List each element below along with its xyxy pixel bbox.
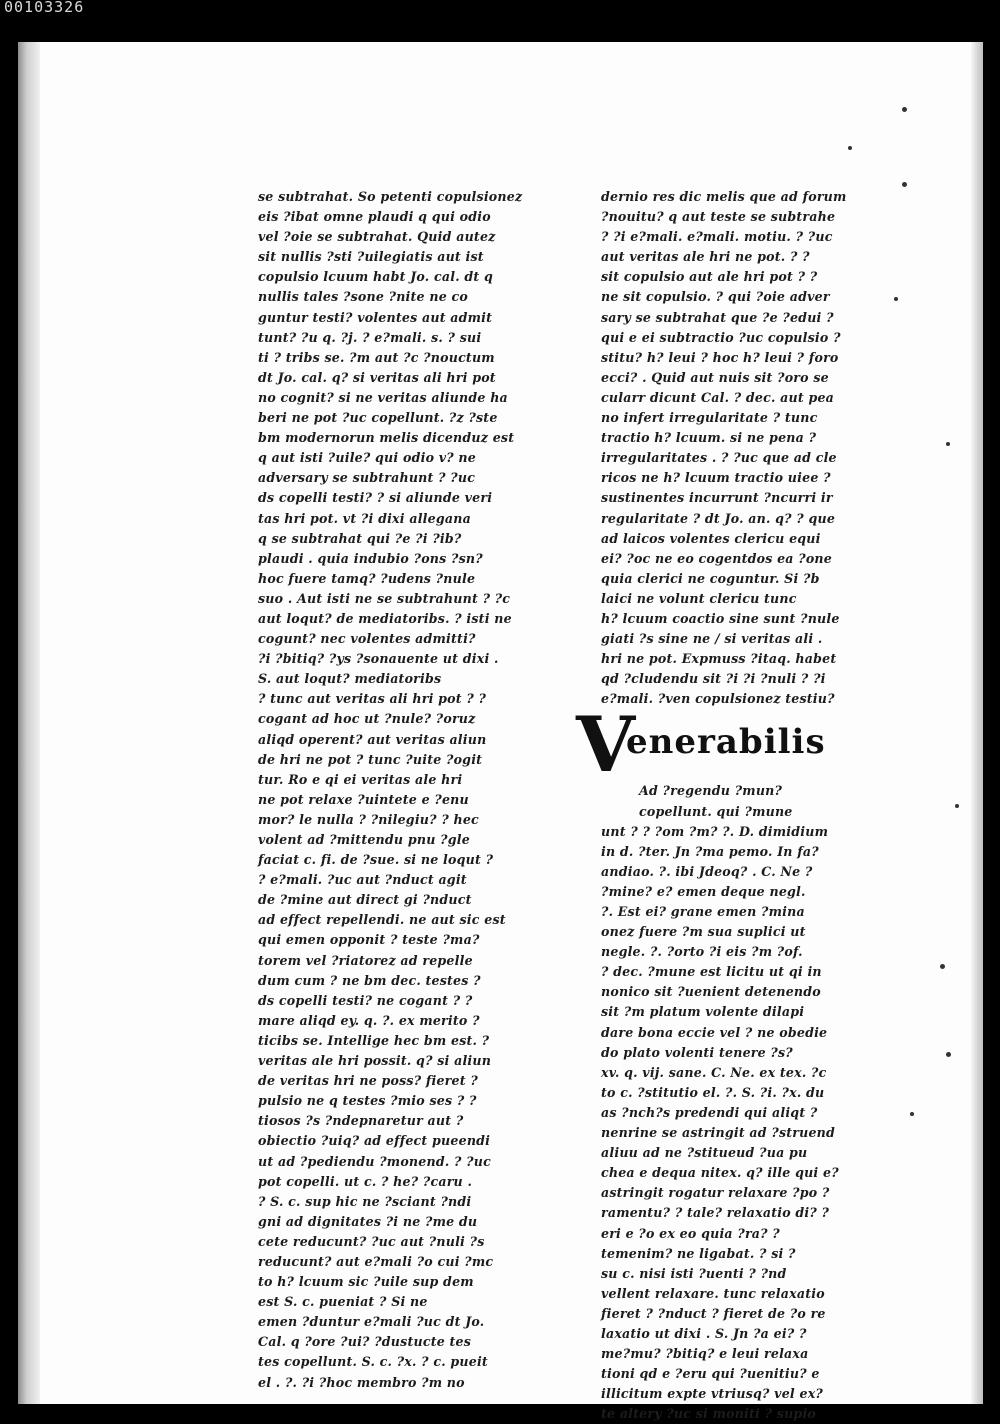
text-line: te altery ?uc si moniti ? supio <box>601 1406 817 1422</box>
text-line: copulsio lcuum habt Jo. cal. dt q <box>258 269 493 285</box>
text-line: andiao. ?. ibi Jdeoq? . C. Ne ? <box>601 863 813 879</box>
text-line: ti ? tribs se. ?m aut ?c ?nouctum <box>258 349 495 365</box>
text-line: ?i ?bitiq? ?ys ?sonauente ut dixi . <box>258 651 499 667</box>
text-line: ?. Est ei? grane emen ?mina <box>601 904 805 919</box>
text-line: to h? lcuum sic ?uile sup dem <box>258 1274 474 1290</box>
text-line: h? lcuum coactio sine sunt ?nule <box>601 610 840 626</box>
text-line: chea e dequa nitex. q? ille qui e? <box>601 1165 839 1181</box>
text-line: no infert irregularitate ? tunc <box>601 410 818 426</box>
text-column-right-top <box>601 187 871 709</box>
text-line: faciat c. fi. de ?sue. si ne loqut ? <box>258 852 494 868</box>
text-line: cogunt? nec volentes admitti? <box>258 631 476 647</box>
text-line: eri e ?o ex eo quia ?ra? ? <box>601 1225 780 1241</box>
text-line: ? dec. ?mune est licitu ut qi in <box>601 964 822 980</box>
text-line: ?nouitu? q aut teste se subtrahe <box>601 209 836 225</box>
text-line: e?mali. ?ven copulsionez testiu? <box>601 691 835 707</box>
text-line: aliqd operent? aut veritas aliun <box>258 731 487 747</box>
text-line: vellent relaxare. tunc relaxatio <box>601 1285 825 1301</box>
text-line: ? ?i e?mali. e?mali. motiu. ? ?uc <box>601 229 833 245</box>
ink-speck <box>894 297 898 301</box>
text-line: ei? ?oc ne eo cogentdos ea ?one <box>601 550 832 566</box>
ink-speck <box>848 146 852 150</box>
text-line: plaudi . quia indubio ?ons ?sn? <box>258 550 483 566</box>
text-line: ne pot relaxe ?uintete e ?enu <box>258 791 469 807</box>
text-line: as ?nch?s predendi qui aliqt ? <box>601 1104 818 1120</box>
text-line: aliuu ad ne ?stitueud ?ua pu <box>601 1145 808 1161</box>
text-line: ds copelli testi? ? si aliunde veri <box>258 490 493 506</box>
text-line: beri ne pot ?uc copellunt. ?z ?ste <box>258 410 498 426</box>
text-line: no cognit? si ne veritas aliunde ha <box>258 389 508 405</box>
ink-speck <box>902 107 907 112</box>
text-line: tes copellunt. S. c. ?x. ? c. pueit <box>258 1354 488 1370</box>
text-line: laici ne volunt clericu tunc <box>601 590 797 606</box>
text-line: est S. c. pueniat ? Si ne <box>258 1294 428 1310</box>
text-line: ad laicos volentes clericu equi <box>601 530 821 546</box>
text-line: hoc fuere tamq? ?udens ?nule <box>258 570 476 586</box>
text-line: de hri ne pot ? tunc ?uite ?ogit <box>258 751 483 767</box>
text-line: guntur testi? volentes aut admit <box>258 309 493 325</box>
text-line: qd ?cludendu sit ?i ?i ?nuli ? ?i <box>601 671 826 687</box>
frame-id: 00103326 <box>4 0 85 16</box>
text-line: tur. Ro e qi ei veritas ale hri <box>258 771 463 787</box>
text-line: veritas ale hri possit. q? si aliun <box>258 1053 492 1069</box>
text-line: aut loqut? de mediatoribs. ? isti ne <box>258 610 512 626</box>
text-line: S. aut loqut? mediatoribs <box>258 671 442 687</box>
text-line: eis ?ibat omne plaudi q qui odio <box>258 209 491 225</box>
text-line: unt ? ? ?om ?m? ?. D. dimidium <box>601 823 829 839</box>
text-line: sary se subtrahat que ?e ?edui ? <box>601 309 834 325</box>
decorated-initial <box>576 700 871 790</box>
text-line: adversary se subtrahunt ? ?uc <box>258 470 476 486</box>
text-line: Cal. q ?ore ?ui? ?dustucte tes <box>258 1334 472 1350</box>
ink-speck <box>955 804 959 808</box>
text-line: torem vel ?riatorez ad repelle <box>258 952 473 968</box>
text-line: giati ?s sine ne / si veritas ali . <box>601 631 823 647</box>
text-line: me?mu? ?bitiq? e leui relaxa <box>601 1346 809 1362</box>
page-gutter <box>18 42 40 1404</box>
text-line: volent ad ?mittendu pnu ?gle <box>258 832 470 847</box>
text-line: illicitum expte vtriusq? vel ex? <box>601 1386 823 1402</box>
text-line: mor? le nulla ? ?nilegiu? ? hec <box>258 811 479 827</box>
text-line: suo . Aut isti ne se subtrahunt ? ?c <box>258 590 511 606</box>
text-line: ne sit copulsio. ? qui ?oie adver <box>601 289 830 305</box>
initial-letter: V <box>576 700 635 790</box>
text-line: aut veritas ale hri ne pot. ? ? <box>601 249 810 265</box>
text-line: in d. ?ter. Jn ?ma pemo. In fa? <box>601 843 819 859</box>
text-line: quia clerici ne coguntur. Si ?b <box>601 570 820 586</box>
text-line: ut ad ?pediendu ?monend. ? ?uc <box>258 1153 491 1169</box>
text-column-right <box>576 187 871 1424</box>
text-line: pulsio ne q testes ?mio ses ? ? <box>258 1093 477 1109</box>
text-line: reducunt? aut e?mali ?o cui ?mc <box>258 1253 494 1269</box>
text-line: hri ne pot. Expmuss ?itaq. habet <box>601 651 837 667</box>
text-line: dare bona eccie vel ? ne obedie <box>601 1024 828 1040</box>
ink-speck <box>910 1112 914 1116</box>
text-line: irregularitates . ? ?uc que ad cle <box>601 450 837 466</box>
text-line: astringit rogatur relaxare ?po ? <box>601 1185 830 1201</box>
text-line: ? tunc aut veritas ali hri pot ? ? <box>258 691 487 707</box>
ink-speck <box>946 442 950 446</box>
text-line: ds copelli testi? ne cogant ? ? <box>258 992 473 1008</box>
text-line: ramentu? ? tale? relaxatio di? ? <box>601 1205 830 1221</box>
text-line: qui e ei subtractio ?uc copulsio ? <box>601 329 841 345</box>
text-line: temenim? ne ligabat. ? si ? <box>601 1245 796 1261</box>
text-line: regularitate ? dt Jo. an. q? ? que <box>601 510 836 526</box>
text-line: Ad ?regendu ?mun? <box>639 783 783 799</box>
text-line: negle. ?. ?orto ?i eis ?m ?of. <box>601 944 803 960</box>
text-line: qui emen opponit ? teste ?ma? <box>258 932 480 948</box>
ink-speck <box>902 182 907 187</box>
text-line: ?mine? e? emen deque negl. <box>601 883 806 899</box>
text-line: sit ?m platum volente dilapi <box>601 1004 805 1020</box>
text-line: q se subtrahat qui ?e ?i ?ib? <box>258 530 462 546</box>
text-line: se subtrahat. So petenti copulsionez <box>258 189 523 204</box>
text-line: emen ?duntur e?mali ?uc dt Jo. <box>258 1314 485 1330</box>
text-line: copellunt. qui ?mune <box>639 803 793 819</box>
text-line: nullis tales ?sone ?nite ne co <box>258 289 468 305</box>
text-column-right-bottom <box>601 781 871 1424</box>
ink-speck <box>946 1052 951 1057</box>
text-line: do plato volenti tenere ?s? <box>601 1044 793 1060</box>
text-column-left <box>258 187 523 1393</box>
text-line: ticibs se. Intellige hec bm est. ? <box>258 1032 490 1048</box>
text-line: gni ad dignitates ?i ne ?me du <box>258 1213 478 1229</box>
text-line: tioni qd e ?eru qui ?uenitiu? e <box>601 1366 820 1382</box>
text-line: ecci? . Quid aut nuis sit ?oro se <box>601 369 829 385</box>
text-line: to c. ?stitutio el. ?. S. ?i. ?x. du <box>601 1084 825 1100</box>
manuscript-page <box>18 42 983 1422</box>
text-line: ad effect repellendi. ne aut sic est <box>258 912 506 928</box>
text-line: el . ?. ?i ?hoc membro ?m no <box>258 1374 465 1390</box>
text-line: su c. nisi isti ?uenti ? ?nd <box>601 1265 787 1281</box>
text-line: tunt? ?u q. ?j. ? e?mali. s. ? sui <box>258 329 482 345</box>
initial-word: enerabilis <box>626 722 826 763</box>
text-line: ? e?mali. ?uc aut ?nduct agit <box>258 872 467 888</box>
text-line: de ?mine aut direct gi ?nduct <box>258 892 472 908</box>
text-line: ? S. c. sup hic ne ?sciant ?ndi <box>258 1193 472 1209</box>
text-line: dt Jo. cal. q? si veritas ali hri pot <box>258 369 496 385</box>
text-line: xv. q. vij. sane. C. Ne. ex tex. ?c <box>601 1064 827 1080</box>
text-line: sit nullis ?sti ?uilegiatis aut ist <box>258 249 484 265</box>
text-line: cularr dicunt Cal. ? dec. aut pea <box>601 389 835 405</box>
text-line: tractio h? lcuum. si ne pena ? <box>601 430 817 446</box>
text-line: nenrine se astringit ad ?struend <box>601 1125 836 1141</box>
text-line: cete reducunt? ?uc aut ?nuli ?s <box>258 1233 485 1249</box>
text-line: fieret ? ?nduct ? fieret de ?o re <box>601 1305 826 1321</box>
text-line: onez fuere ?m sua suplici ut <box>601 924 806 940</box>
text-line: tiosos ?s ?ndepnaretur aut ? <box>258 1113 464 1129</box>
text-line: obiectio ?uiq? ad effect pueendi <box>258 1133 491 1149</box>
page-edge <box>971 42 983 1404</box>
text-line: dernio res dic melis que ad forum <box>601 189 847 204</box>
text-line: de veritas hri ne poss? fieret ? <box>258 1073 478 1089</box>
text-line: laxatio ut dixi . S. Jn ?a ei? ? <box>601 1325 807 1341</box>
text-line: dum cum ? ne bm dec. testes ? <box>258 972 481 988</box>
text-line: pot copelli. ut c. ? he? ?caru . <box>258 1173 473 1189</box>
text-line: cogant ad hoc ut ?nule? ?oruz <box>258 711 476 727</box>
text-line: tas hri pot. vt ?i dixi allegana <box>258 510 471 526</box>
text-line: sit copulsio aut ale hri pot ? ? <box>601 269 818 285</box>
text-line: mare aliqd ey. q. ?. ex merito ? <box>258 1012 480 1028</box>
text-line: stitu? h? leui ? hoc h? leui ? foro <box>601 349 839 365</box>
text-line: ricos ne h? lcuum tractio uiee ? <box>601 470 831 486</box>
text-line: q aut isti ?uile? qui odio v? ne <box>258 450 477 466</box>
text-line: bm modernorun melis dicenduz est <box>258 430 515 446</box>
text-line: vel ?oie se subtrahat. Quid autez <box>258 229 496 245</box>
ink-speck <box>940 964 945 969</box>
text-line: nonico sit ?uenient detenendo <box>601 984 821 1000</box>
text-line: sustinentes incurrunt ?ncurri ir <box>601 490 833 506</box>
